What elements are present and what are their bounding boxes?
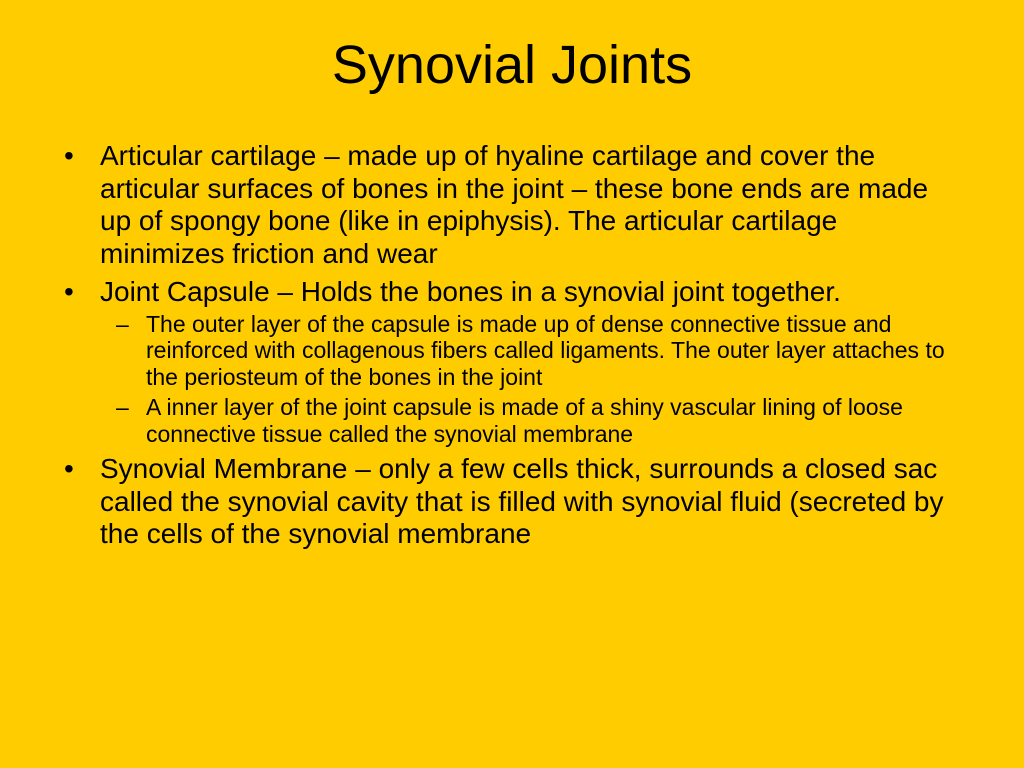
bullet-text: Articular cartilage – made up of hyaline cartilage and cover the articular surfaces of bones in the joint – these bone ends are made up of spongy bone (like in epiphysis). The articular cartilage minimizes friction and wear: [100, 140, 929, 269]
bullet-icon: •: [64, 276, 74, 307]
bullet-item-synovial-membrane: [60, 453, 960, 551]
bullet-list: [60, 140, 960, 557]
sub-bullet-item-outer-layer: [100, 311, 960, 391]
sub-bullet-list: [100, 311, 960, 448]
bullet-item-articular-cartilage: [60, 140, 960, 270]
bullet-icon: •: [64, 140, 74, 171]
sub-bullet-text: The outer layer of the capsule is made up of dense connective tissue and reinforced with collagenous fibers called ligaments. The outer layer attaches to the periosteum of the bones in the joint: [146, 310, 945, 390]
sub-bullet-text: A inner layer of the joint capsule is made of a shiny vascular lining of loose connective tissue called the synovial membrane: [146, 394, 903, 447]
bullet-text: Synovial Membrane – only a few cells thick, surrounds a closed sac called the synovial cavity that is filled with synovial fluid (secreted by the cells of the synovial membrane: [100, 453, 944, 549]
slide-title: Synovial Joints: [331, 35, 693, 95]
dash-icon: –: [116, 310, 129, 337]
bullet-icon: •: [64, 453, 74, 484]
bullet-text: Joint Capsule – Holds the bones in a synovial joint together.: [100, 276, 841, 307]
bullet-item-joint-capsule: [60, 276, 960, 447]
sub-bullet-item-inner-layer: [100, 394, 960, 447]
dash-icon: –: [116, 394, 129, 420]
